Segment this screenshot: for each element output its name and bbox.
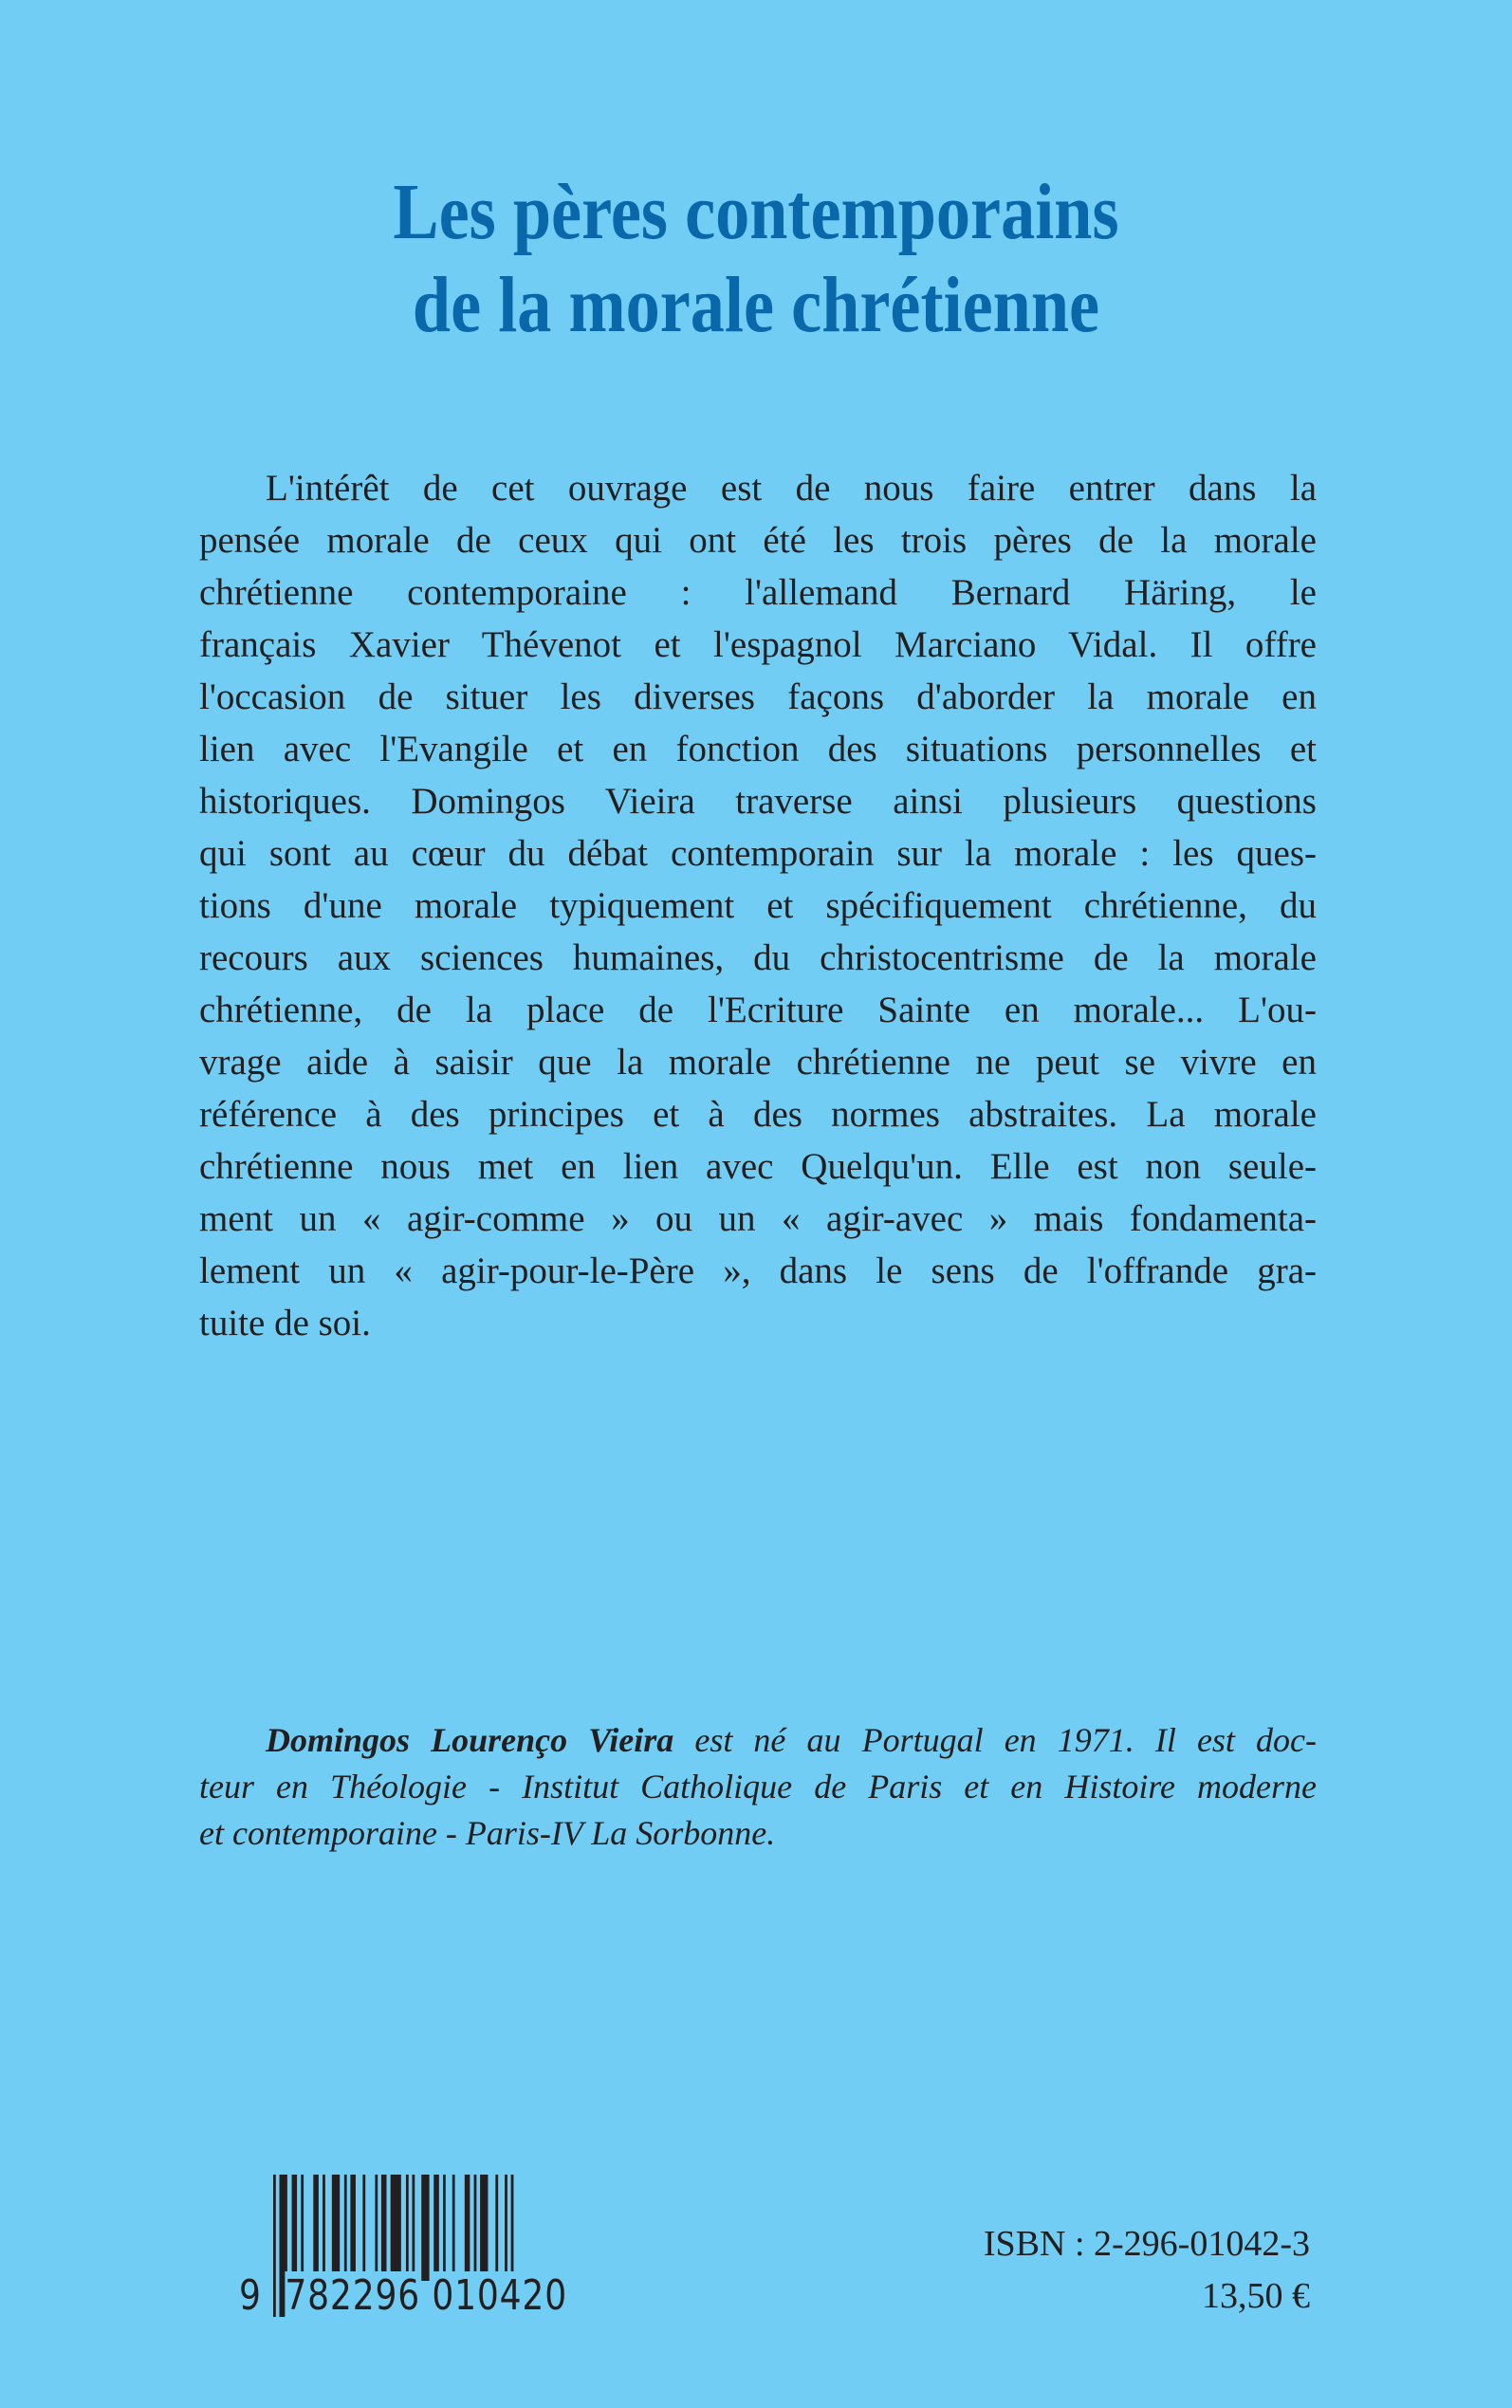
blurb-line: français Xavier Thévenot et l'espagnol Marciano Vidal. Il offre [199, 624, 1317, 665]
blurb-line: tuite de soi. [199, 1303, 371, 1343]
blurb-line: L'intérêt de cet ouvrage est de nous faire entrer dans la [266, 468, 1317, 509]
blurb-line: chrétienne, de la place de l'Ecriture Sainte en morale... L'ou- [199, 990, 1317, 1030]
barcode-bar [301, 2175, 304, 2281]
isbn: ISBN : 2-296-01042-3 [983, 2224, 1310, 2264]
blurb-line: ment un « agir-comme » ou un « agir-avec » mais fondamenta- [199, 1198, 1317, 1239]
book-title-line-1: Les pères contemporains [393, 168, 1119, 256]
blurb-line: qui sont au cœur du débat contemporain sur la morale : les ques- [199, 833, 1317, 874]
author-bio [199, 1717, 1317, 1857]
blurb-line: vrage aide à saisir que la morale chrétienne ne peut se vivre en [199, 1042, 1317, 1083]
blurb-line: recours aux sciences humaines, du christocentrisme de la morale [199, 937, 1317, 978]
barcode-bar [375, 2175, 378, 2281]
barcode [239, 2175, 599, 2326]
barcode-right-group: 010420 [432, 2271, 567, 2320]
blurb-line: chrétienne nous met en lien avec Quelqu'un. Elle est non seule- [199, 1146, 1317, 1187]
blurb-line: lien avec l'Evangile et en fonction des situations personnelles et [199, 729, 1317, 769]
barcode-bar [323, 2175, 325, 2281]
barcode-bar [313, 2175, 319, 2281]
barcode-bar [474, 2175, 477, 2281]
author-name: Domingos Lourenço Vieira [266, 1721, 674, 1759]
barcode-bar [480, 2175, 488, 2281]
book-title-line-2: de la morale chrétienne [412, 261, 1100, 349]
barcode-bar [292, 2175, 298, 2281]
bio-line-2: teur en Théologie - Institut Catholique de Paris et en Histoire moderne [199, 1768, 1317, 1806]
barcode-bar [350, 2175, 356, 2281]
bio-line-1 [199, 1717, 1317, 1764]
blurb-line: historiques. Domingos Vieira traverse ainsi plusieurs questions [199, 781, 1317, 822]
barcode-bar [362, 2175, 365, 2281]
barcode-bar [465, 2175, 470, 2281]
barcode-bar [344, 2175, 347, 2281]
blurb-line: référence à des principes et à des normes abstraites. La morale [199, 1094, 1317, 1135]
barcode-bar [452, 2175, 455, 2281]
barcode-lead-digit: 9 [239, 2271, 262, 2320]
blurb-line: l'occasion de situer les diverses façons d'aborder la morale en [199, 676, 1317, 717]
bio-line-3: et contemporaine - Paris-IV La Sorbonne. [199, 1814, 776, 1852]
barcode-bar [421, 2175, 429, 2281]
blurb-line: pensée morale de ceux qui ont été les trois pères de la morale [199, 520, 1317, 561]
blurb-line: chrétienne contemporaine : l'allemand Bernard Häring, le [199, 572, 1317, 613]
barcode-bar [495, 2175, 498, 2281]
price: 13,50 € [1202, 2276, 1310, 2316]
barcode-bar [381, 2175, 387, 2281]
blurb-line: lement un « agir-pour-le-Père », dans le sens de l'offrande gra- [199, 1250, 1317, 1291]
bio-text: est né au Portugal en 1971. Il est doc- [673, 1721, 1317, 1759]
blurb [199, 462, 1317, 1349]
barcode-bar [505, 2175, 507, 2281]
barcode-left-group: 782296 [285, 2271, 421, 2320]
barcode-bar [433, 2175, 439, 2281]
barcode-bar [332, 2175, 340, 2281]
barcode-bar [443, 2175, 446, 2281]
barcode-bar [412, 2175, 415, 2281]
blurb-line: tions d'une morale typiquement et spécifiquement chrétienne, du [199, 885, 1317, 926]
barcode-digits [239, 2271, 567, 2320]
